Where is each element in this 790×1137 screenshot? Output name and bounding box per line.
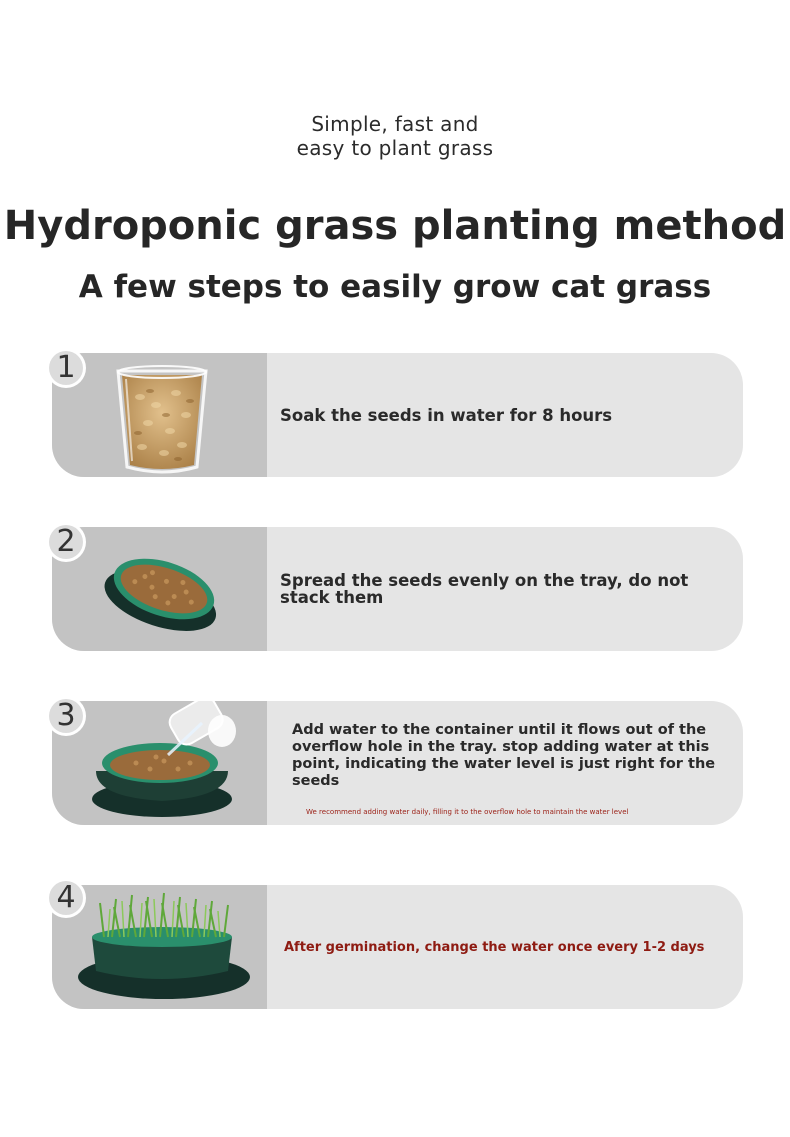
step-3-number: 3 (49, 699, 83, 733)
page-subtitle: A few steps to easily grow cat grass (78, 269, 712, 305)
step-3-text: Add water to the container until it flows out of the overflow hole in the tray. stop adding water at this point, indicating the water level is just right for the seeds (292, 722, 716, 789)
step-4-number: 4 (49, 881, 83, 915)
step-2-number-badge (46, 522, 86, 562)
step-1-number: 1 (49, 351, 83, 385)
page-title: Hydroponic grass planting method (3, 203, 787, 249)
step-3-card (52, 701, 743, 825)
step-4-text: After germination, change the water once every 1-2 days (284, 939, 705, 955)
step-4-text-area (284, 885, 733, 1009)
step-4-number-badge (46, 878, 86, 918)
intro-line-2: easy to plant grass (296, 136, 494, 160)
step-2-card (52, 527, 743, 651)
step-4-card (52, 885, 743, 1009)
step-3-number-badge (46, 696, 86, 736)
intro-line-1: Simple, fast and (311, 112, 479, 136)
step-2-text-area (280, 527, 733, 651)
intro-text (0, 112, 790, 160)
step-1-text-area (280, 353, 733, 477)
step-2-number: 2 (49, 525, 83, 559)
step-3-note: We recommend adding water daily, filling it to the overflow hole to maintain the water level (306, 808, 629, 816)
step-2-text: Spread the seeds evenly on the tray, do not stack them (280, 571, 689, 607)
step-1-number-badge (46, 348, 86, 388)
step-1-card (52, 353, 743, 477)
step-1-text: Soak the seeds in water for 8 hours (280, 405, 613, 425)
step-3-text-area (280, 701, 733, 825)
